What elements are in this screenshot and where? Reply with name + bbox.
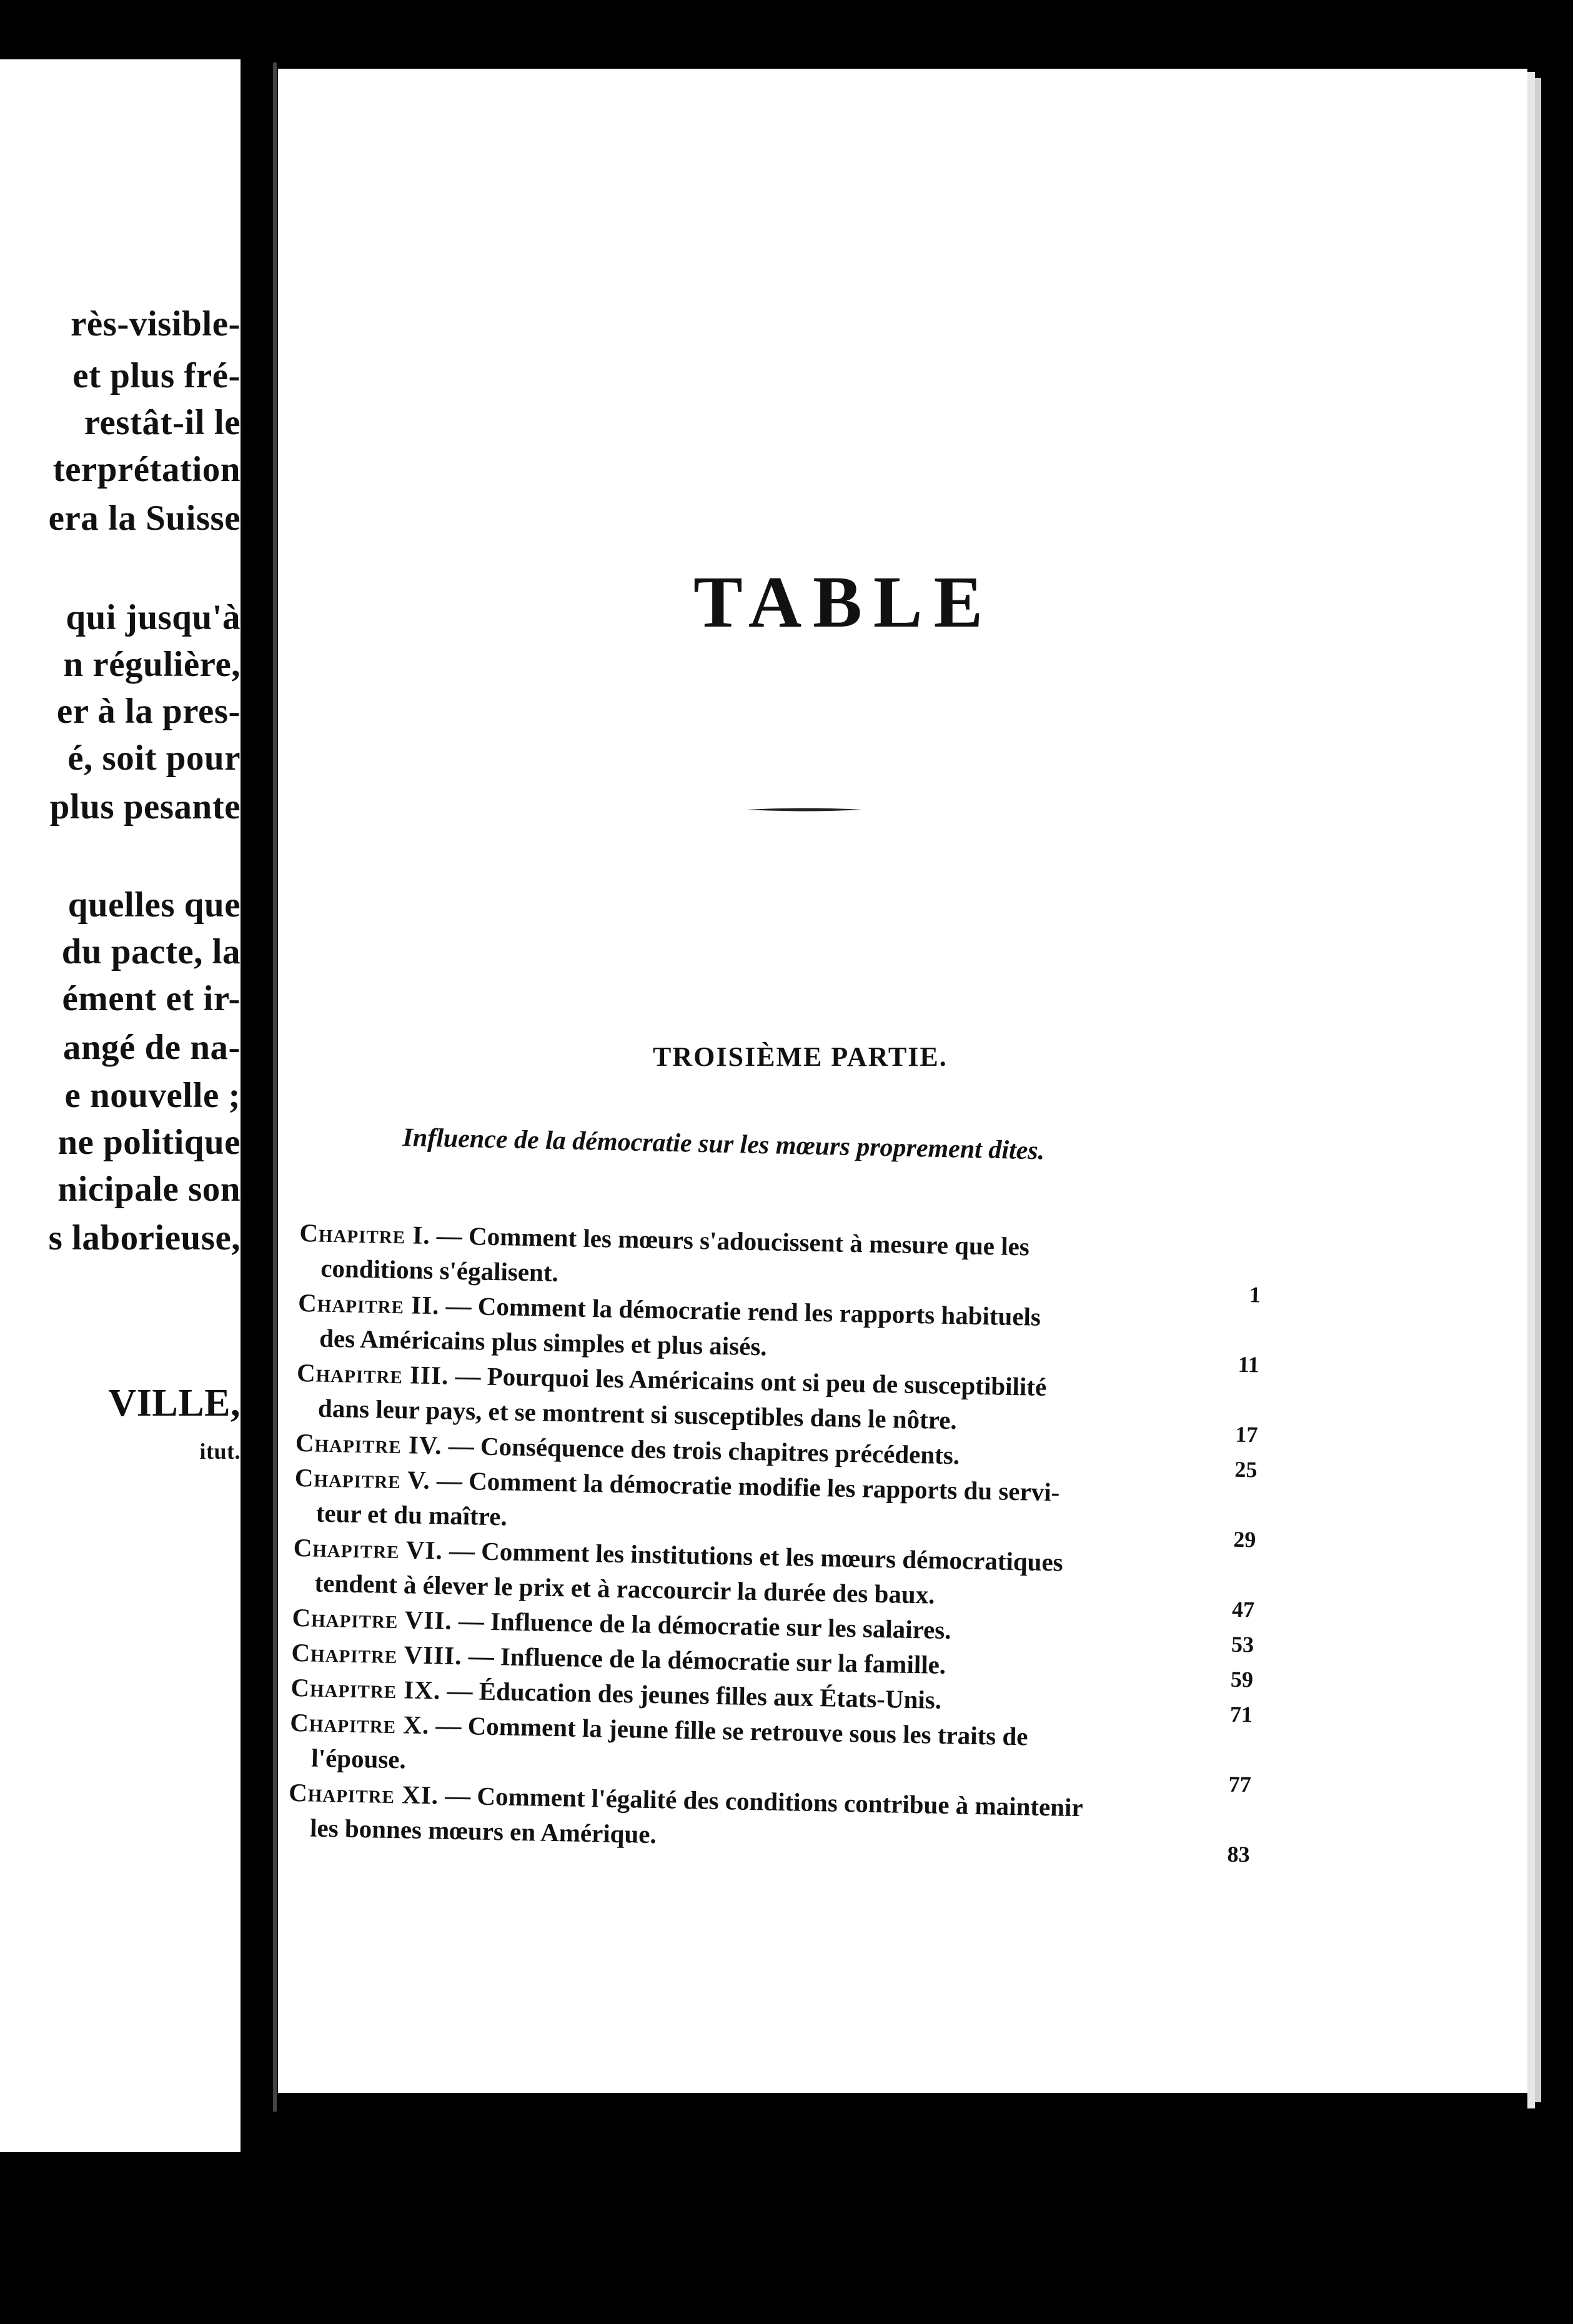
left-page-line: rès-visible- (71, 304, 241, 344)
chapter-title: — Comment l'égalité des conditions contribue à maintenir (444, 1780, 1084, 1822)
chapter-title: — Comment la jeune fille se retrouve sous les traits de (435, 1711, 1028, 1751)
chapter-title: — Pourquoi les Américains ont si peu de susceptibilité (455, 1361, 1047, 1401)
page-number: 53 (1231, 1631, 1254, 1657)
chapter-heading: Chapitre IX. (290, 1672, 441, 1705)
chapter-title-continued: tendent à élever le prix et à raccourcir la durée des baux. (314, 1568, 935, 1609)
chapter-title: — Comment les mœurs s'adoucissent à mesure que les (436, 1221, 1030, 1261)
chapter-title: — Conséquence des trois chapitres précédents. (448, 1431, 960, 1470)
left-page-line: e nouvelle ; (64, 1076, 241, 1115)
page-number: 1 (1249, 1282, 1261, 1308)
left-page-line: er à la pres- (56, 692, 241, 731)
chapter-title-continued: conditions s'égalisent. (320, 1253, 559, 1287)
book-gutter (241, 59, 278, 2121)
left-page-signature: VILLE, (108, 1382, 241, 1424)
left-page-line: itut. (199, 1439, 241, 1464)
chapter-title: — Éducation des jeunes filles aux États-Unis. (447, 1676, 942, 1714)
chapter-heading: Chapitre V. (294, 1462, 431, 1495)
ornament-divider (747, 807, 862, 812)
page-number: 83 (1227, 1841, 1251, 1867)
chapter-heading: Chapitre VIII. (291, 1637, 462, 1671)
chapter-list (288, 1215, 1261, 1867)
chapter-heading: Chapitre X. (289, 1707, 430, 1740)
chapter-heading: Chapitre I. (299, 1218, 431, 1250)
page-number: 47 (1231, 1596, 1255, 1622)
page-fold (273, 62, 277, 2112)
left-page (0, 59, 241, 2152)
part-subtitle: Influence de la démocratie sur les mœurs proprement dites. (402, 1123, 1045, 1166)
left-page-line: angé de na- (62, 1028, 241, 1067)
chapter-title: — Comment la démocratie modifie les rapports du servi- (436, 1466, 1060, 1507)
left-page-line: era la Suisse (48, 499, 241, 538)
left-page-line: et plus fré- (72, 356, 241, 395)
left-page-line: qui jusqu'à (66, 598, 241, 637)
chapter-heading: Chapitre VII. (292, 1602, 453, 1635)
page-number: 71 (1229, 1701, 1253, 1727)
left-page-line: nicipale son (57, 1169, 241, 1209)
left-page-line: n régulière, (63, 645, 241, 684)
left-page-line: du pacte, la (61, 932, 241, 971)
page-number: 59 (1230, 1666, 1254, 1692)
left-page-line: plus pesante (49, 787, 241, 827)
chapter-heading: Chapitre II. (297, 1288, 440, 1320)
chapter-title-continued: dans leur pays, et se montrent si susceptibles dans le nôtre. (317, 1393, 958, 1435)
chapter-title: — Comment les institutions et les mœurs démocratiques (449, 1536, 1064, 1577)
chapter-heading: Chapitre XI. (288, 1777, 439, 1810)
chapter-title: — Influence de la démocratie sur la famille. (468, 1641, 946, 1679)
left-page-line: terprétation (52, 450, 241, 489)
page-number: 77 (1228, 1771, 1252, 1797)
left-page-line: é, soit pour (67, 738, 241, 778)
page-number: 11 (1238, 1351, 1260, 1378)
chapter-title: — Influence de la démocratie sur les salaires. (458, 1606, 951, 1645)
page-number: 29 (1233, 1526, 1256, 1552)
page-number: 17 (1235, 1421, 1258, 1448)
chapter-title-continued: teur et du maître. (315, 1498, 508, 1531)
chapter-title-continued: l'épouse. (310, 1743, 407, 1774)
part-title: TROISIÈME PARTIE. (653, 1041, 948, 1072)
chapter-title-continued: les bonnes mœurs en Amérique. (309, 1813, 657, 1849)
left-page-line: s laborieuse, (48, 1218, 241, 1258)
page-title: TABLE (693, 561, 995, 643)
left-page-line: ne politique (57, 1123, 241, 1162)
chapter-title: — Comment la démocratie rend les rapports habituels (445, 1291, 1041, 1331)
page-number: 25 (1234, 1456, 1258, 1482)
page-edge (1527, 72, 1535, 2108)
left-page-line: quelles que (67, 885, 241, 925)
chapter-title-continued: des Américains plus simples et plus aisés. (319, 1323, 767, 1361)
chapter-heading: Chapitre III. (296, 1358, 449, 1390)
page-edge (1535, 78, 1541, 2102)
chapter-heading: Chapitre VI. (293, 1532, 444, 1565)
left-page-line: restât-il le (84, 403, 241, 442)
chapter-heading: Chapitre IV. (295, 1428, 442, 1460)
left-page-line: ément et ir- (62, 979, 241, 1018)
